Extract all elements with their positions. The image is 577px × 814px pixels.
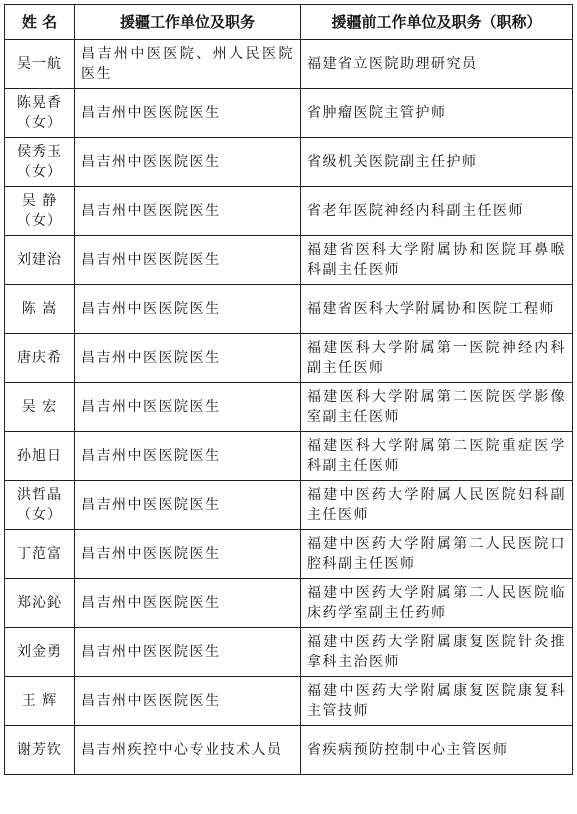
prev-cell: 福建省立医院助理研究员 bbox=[301, 40, 573, 89]
table-row bbox=[5, 579, 573, 628]
table-row bbox=[5, 628, 573, 677]
prev-cell: 福建医科大学附属第二医院重症医学科副主任医师 bbox=[301, 432, 573, 481]
post-cell: 昌吉州中医医院、州人民医院医生 bbox=[75, 40, 301, 89]
name-cell: 王 辉 bbox=[5, 677, 75, 726]
table-row bbox=[5, 236, 573, 285]
table-row bbox=[5, 677, 573, 726]
name-cell: 侯秀玉（女） bbox=[5, 138, 75, 187]
name-cell: 丁范富 bbox=[5, 530, 75, 579]
post-cell: 昌吉州中医医院医生 bbox=[75, 530, 301, 579]
post-cell: 昌吉州疾控中心专业技术人员 bbox=[75, 726, 301, 775]
post-cell: 昌吉州中医医院医生 bbox=[75, 677, 301, 726]
post-cell: 昌吉州中医医院医生 bbox=[75, 187, 301, 236]
name-cell: 陈晃香（女） bbox=[5, 89, 75, 138]
prev-cell: 福建医科大学附属第二医院医学影像室副主任医师 bbox=[301, 383, 573, 432]
post-cell: 昌吉州中医医院医生 bbox=[75, 236, 301, 285]
post-cell: 昌吉州中医医院医生 bbox=[75, 579, 301, 628]
table-row bbox=[5, 726, 573, 775]
post-cell: 昌吉州中医医院医生 bbox=[75, 89, 301, 138]
name-cell: 洪哲晶（女） bbox=[5, 481, 75, 530]
name-cell: 刘金勇 bbox=[5, 628, 75, 677]
personnel-table bbox=[4, 4, 573, 775]
name-cell: 唐庆希 bbox=[5, 334, 75, 383]
post-cell: 昌吉州中医医院医生 bbox=[75, 285, 301, 334]
prev-cell: 省肿瘤医院主管护师 bbox=[301, 89, 573, 138]
table-row bbox=[5, 481, 573, 530]
name-cell: 刘建治 bbox=[5, 236, 75, 285]
name-cell: 谢芳钦 bbox=[5, 726, 75, 775]
table-row bbox=[5, 383, 573, 432]
post-cell: 昌吉州中医医院医生 bbox=[75, 628, 301, 677]
name-cell: 陈 嵩 bbox=[5, 285, 75, 334]
prev-cell: 省级机关医院副主任护师 bbox=[301, 138, 573, 187]
name-cell: 吴 宏 bbox=[5, 383, 75, 432]
header-row bbox=[5, 5, 573, 40]
post-cell: 昌吉州中医医院医生 bbox=[75, 481, 301, 530]
name-cell: 郑沁鈊 bbox=[5, 579, 75, 628]
name-cell: 吴一航 bbox=[5, 40, 75, 89]
table-row bbox=[5, 334, 573, 383]
name-cell: 孙旭日 bbox=[5, 432, 75, 481]
post-cell: 昌吉州中医医院医生 bbox=[75, 334, 301, 383]
post-cell: 昌吉州中医医院医生 bbox=[75, 138, 301, 187]
table-row bbox=[5, 432, 573, 481]
prev-cell: 省老年医院神经内科副主任医师 bbox=[301, 187, 573, 236]
header-prev: 援疆前工作单位及职务（职称） bbox=[301, 5, 573, 40]
post-cell: 昌吉州中医医院医生 bbox=[75, 383, 301, 432]
table-row bbox=[5, 40, 573, 89]
prev-cell: 福建中医药大学附属康复医院康复科主管技师 bbox=[301, 677, 573, 726]
header-post: 援疆工作单位及职务 bbox=[75, 5, 301, 40]
post-cell: 昌吉州中医医院医生 bbox=[75, 432, 301, 481]
name-cell: 吴 静（女） bbox=[5, 187, 75, 236]
prev-cell: 福建中医药大学附属第二人民医院口腔科副主任医师 bbox=[301, 530, 573, 579]
table-row bbox=[5, 530, 573, 579]
header-name: 姓 名 bbox=[5, 5, 75, 40]
table-row bbox=[5, 89, 573, 138]
table-row bbox=[5, 187, 573, 236]
table-row bbox=[5, 285, 573, 334]
prev-cell: 福建中医药大学附属人民医院妇科副主任医师 bbox=[301, 481, 573, 530]
prev-cell: 福建医科大学附属第一医院神经内科副主任医师 bbox=[301, 334, 573, 383]
table-row bbox=[5, 138, 573, 187]
table-body bbox=[5, 40, 573, 775]
prev-cell: 福建省医科大学附属协和医院工程师 bbox=[301, 285, 573, 334]
prev-cell: 福建中医药大学附属第二人民医院临床药学室副主任药师 bbox=[301, 579, 573, 628]
prev-cell: 省疾病预防控制中心主管医师 bbox=[301, 726, 573, 775]
prev-cell: 福建省医科大学附属协和医院耳鼻喉科副主任医师 bbox=[301, 236, 573, 285]
prev-cell: 福建中医药大学附属康复医院针灸推拿科主治医师 bbox=[301, 628, 573, 677]
